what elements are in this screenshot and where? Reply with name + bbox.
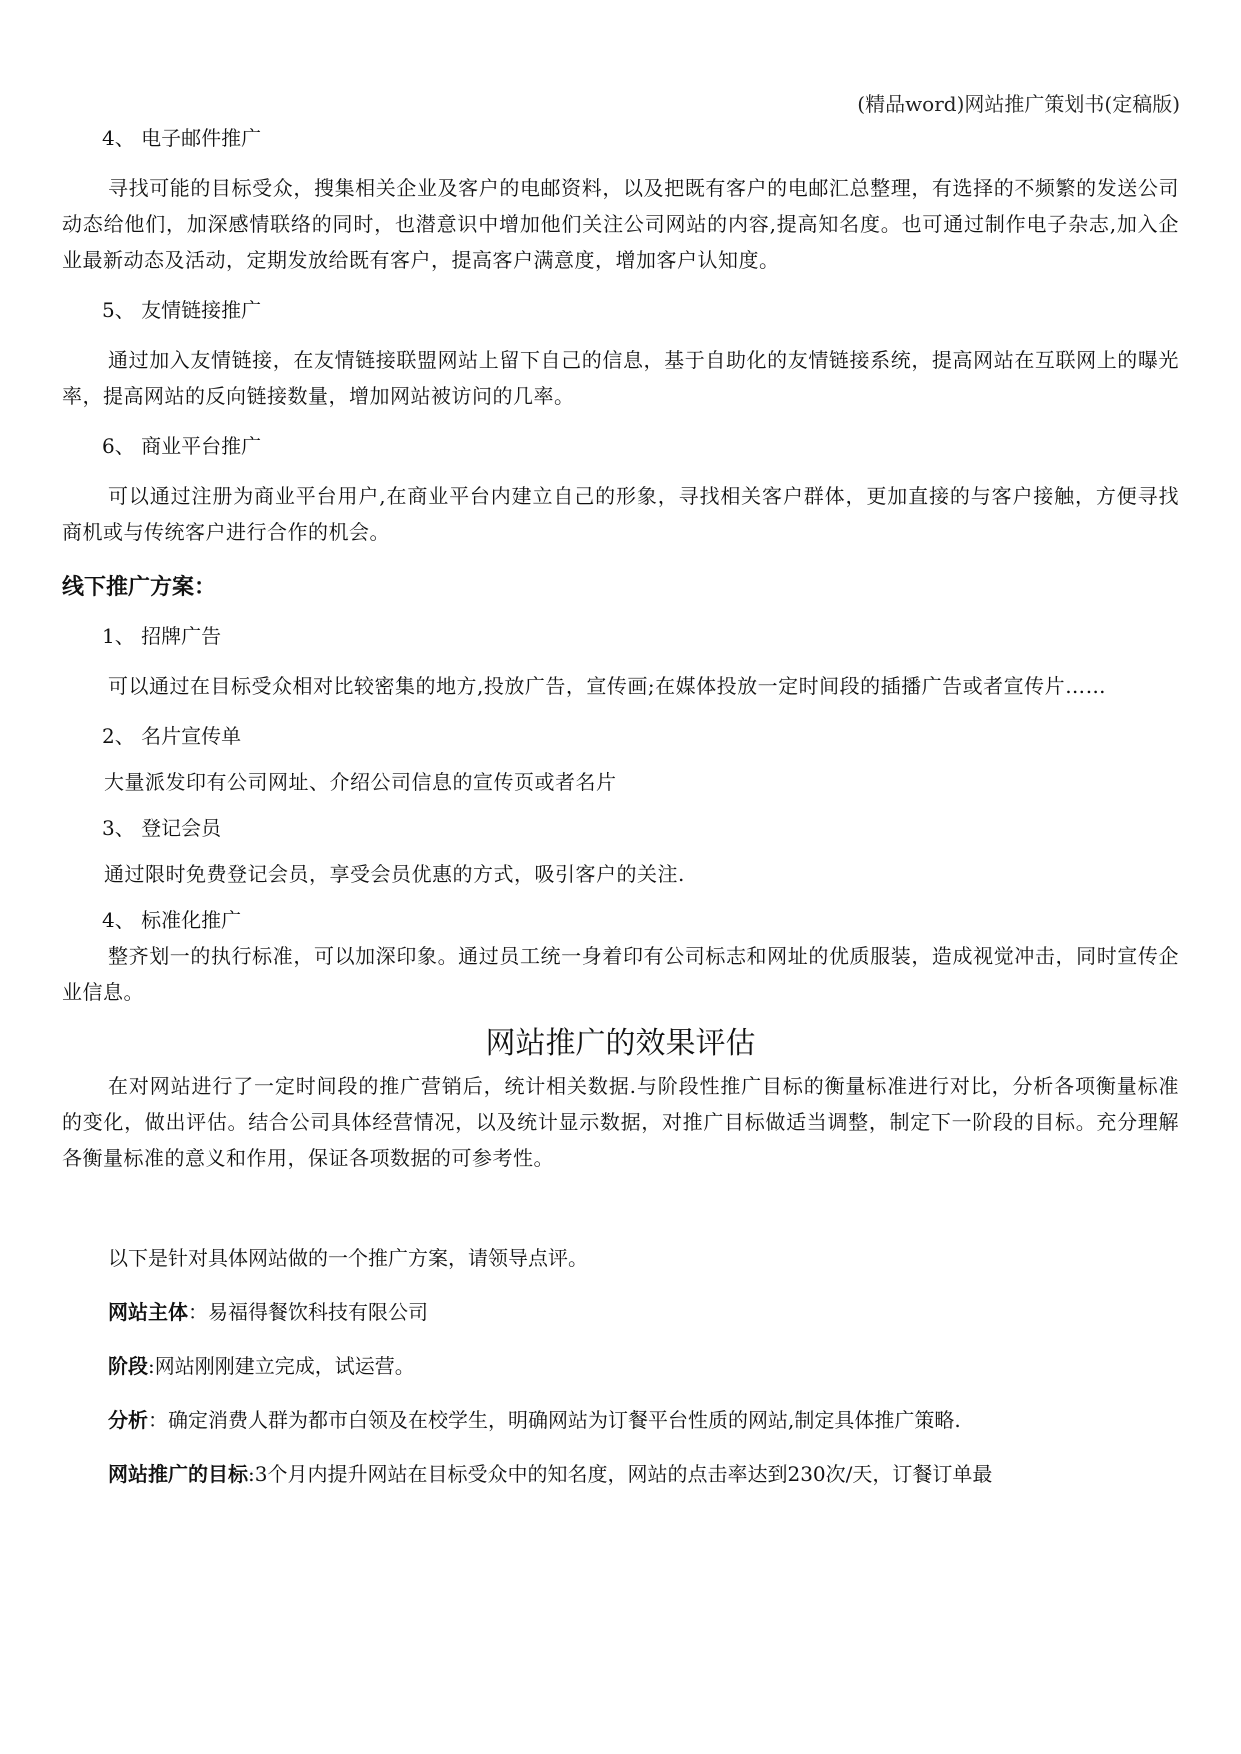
item-body: 整齐划一的执行标准，可以加深印象。通过员工统一身着印有公司标志和网址的优质服装，造成视觉冲击，同时宣传企业信息。 (62, 944, 1179, 1004)
kv-label: 网站推广的目标 (108, 1462, 248, 1486)
kv-row (108, 1348, 1179, 1384)
kv-label: 网站主体 (108, 1300, 188, 1324)
section-title: 网站推广的效果评估 (485, 1026, 756, 1061)
kv-row (108, 1294, 1179, 1330)
kv-label: 分析 (108, 1408, 148, 1432)
kv-sep: ： (148, 1408, 168, 1432)
item-title: 1、 招牌广告 (102, 624, 222, 648)
document-body (62, 120, 1179, 1492)
item-title: 4、 标准化推广 (102, 908, 242, 932)
kv-row (108, 1402, 1179, 1438)
item-body: 通过加入友情链接，在友情链接联盟网站上留下自己的信息，基于自助化的友情链接系统，提高网站在互联网上的曝光率，提高网站的反向链接数量，增加网站被访问的几率。 (62, 348, 1179, 408)
item-title: 6、 商业平台推广 (102, 434, 262, 458)
section-heading: 线下推广方案： (62, 575, 217, 600)
item-body: 大量派发印有公司网址、介绍公司信息的宣传页或者名片 (104, 770, 617, 794)
item-title: 5、 友情链接推广 (102, 298, 262, 322)
kv-value: 确定消费人群为都市白领及在校学生，明确网站为订餐平台性质的网站,制定具体推广策略. (168, 1408, 961, 1432)
item-title: 3、 登记会员 (102, 816, 222, 840)
kv-row (108, 1456, 1179, 1492)
kv-sep: : (148, 1354, 155, 1378)
kv-value: 网站刚刚建立完成，试运营。 (154, 1354, 415, 1378)
eval-body: 在对网站进行了一定时间段的推广营销后，统计相关数据.与阶段性推广目标的衡量标准进行对比，分析各项衡量标准的变化，做出评估。结合公司具体经营情况，以及统计显示数据，对推广目标做适当调整，制定下一阶段的目标。充分理解各衡量标准的意义和作用，保证各项数据的可参考性。 (62, 1074, 1179, 1170)
item-body: 寻找可能的目标受众，搜集相关企业及客户的电邮资料，以及把既有客户的电邮汇总整理，有选择的不频繁的发送公司动态给他们，加深感情联络的同时，也潜意识中增加他们关注公司网站的内容,提高知名度。也可通过制作电子杂志,加入企业最新动态及活动，定期发放给既有客户，提高客户满意度，增加客户认知度。 (62, 176, 1179, 272)
kv-value: 易福得餐饮科技有限公司 (208, 1300, 428, 1324)
item-title: 4、 电子邮件推广 (102, 126, 262, 150)
item-body: 通过限时免费登记会员，享受会员优惠的方式，吸引客户的关注. (104, 862, 685, 886)
item-body: 可以通过注册为商业平台用户,在商业平台内建立自己的形象，寻找相关客户群体，更加直接的与客户接触，方便寻找商机或与传统客户进行合作的机会。 (62, 484, 1179, 544)
kv-sep: : (248, 1462, 255, 1486)
intro-text: 以下是针对具体网站做的一个推广方案，请领导点评。 (108, 1246, 588, 1270)
page-header: (精品word)网站推广策划书(定稿版) (857, 92, 1180, 116)
item-body: 可以通过在目标受众相对比较密集的地方,投放广告，宣传画;在媒体投放一定时间段的插播广告或者宣传片…… (108, 674, 1107, 698)
kv-sep: ： (188, 1300, 208, 1324)
item-title: 2、 名片宣传单 (102, 724, 242, 748)
kv-label: 阶段 (108, 1354, 148, 1378)
kv-value: 3个月内提升网站在目标受众中的知名度，网站的点击率达到230次/天，订餐订单最 (254, 1462, 993, 1486)
